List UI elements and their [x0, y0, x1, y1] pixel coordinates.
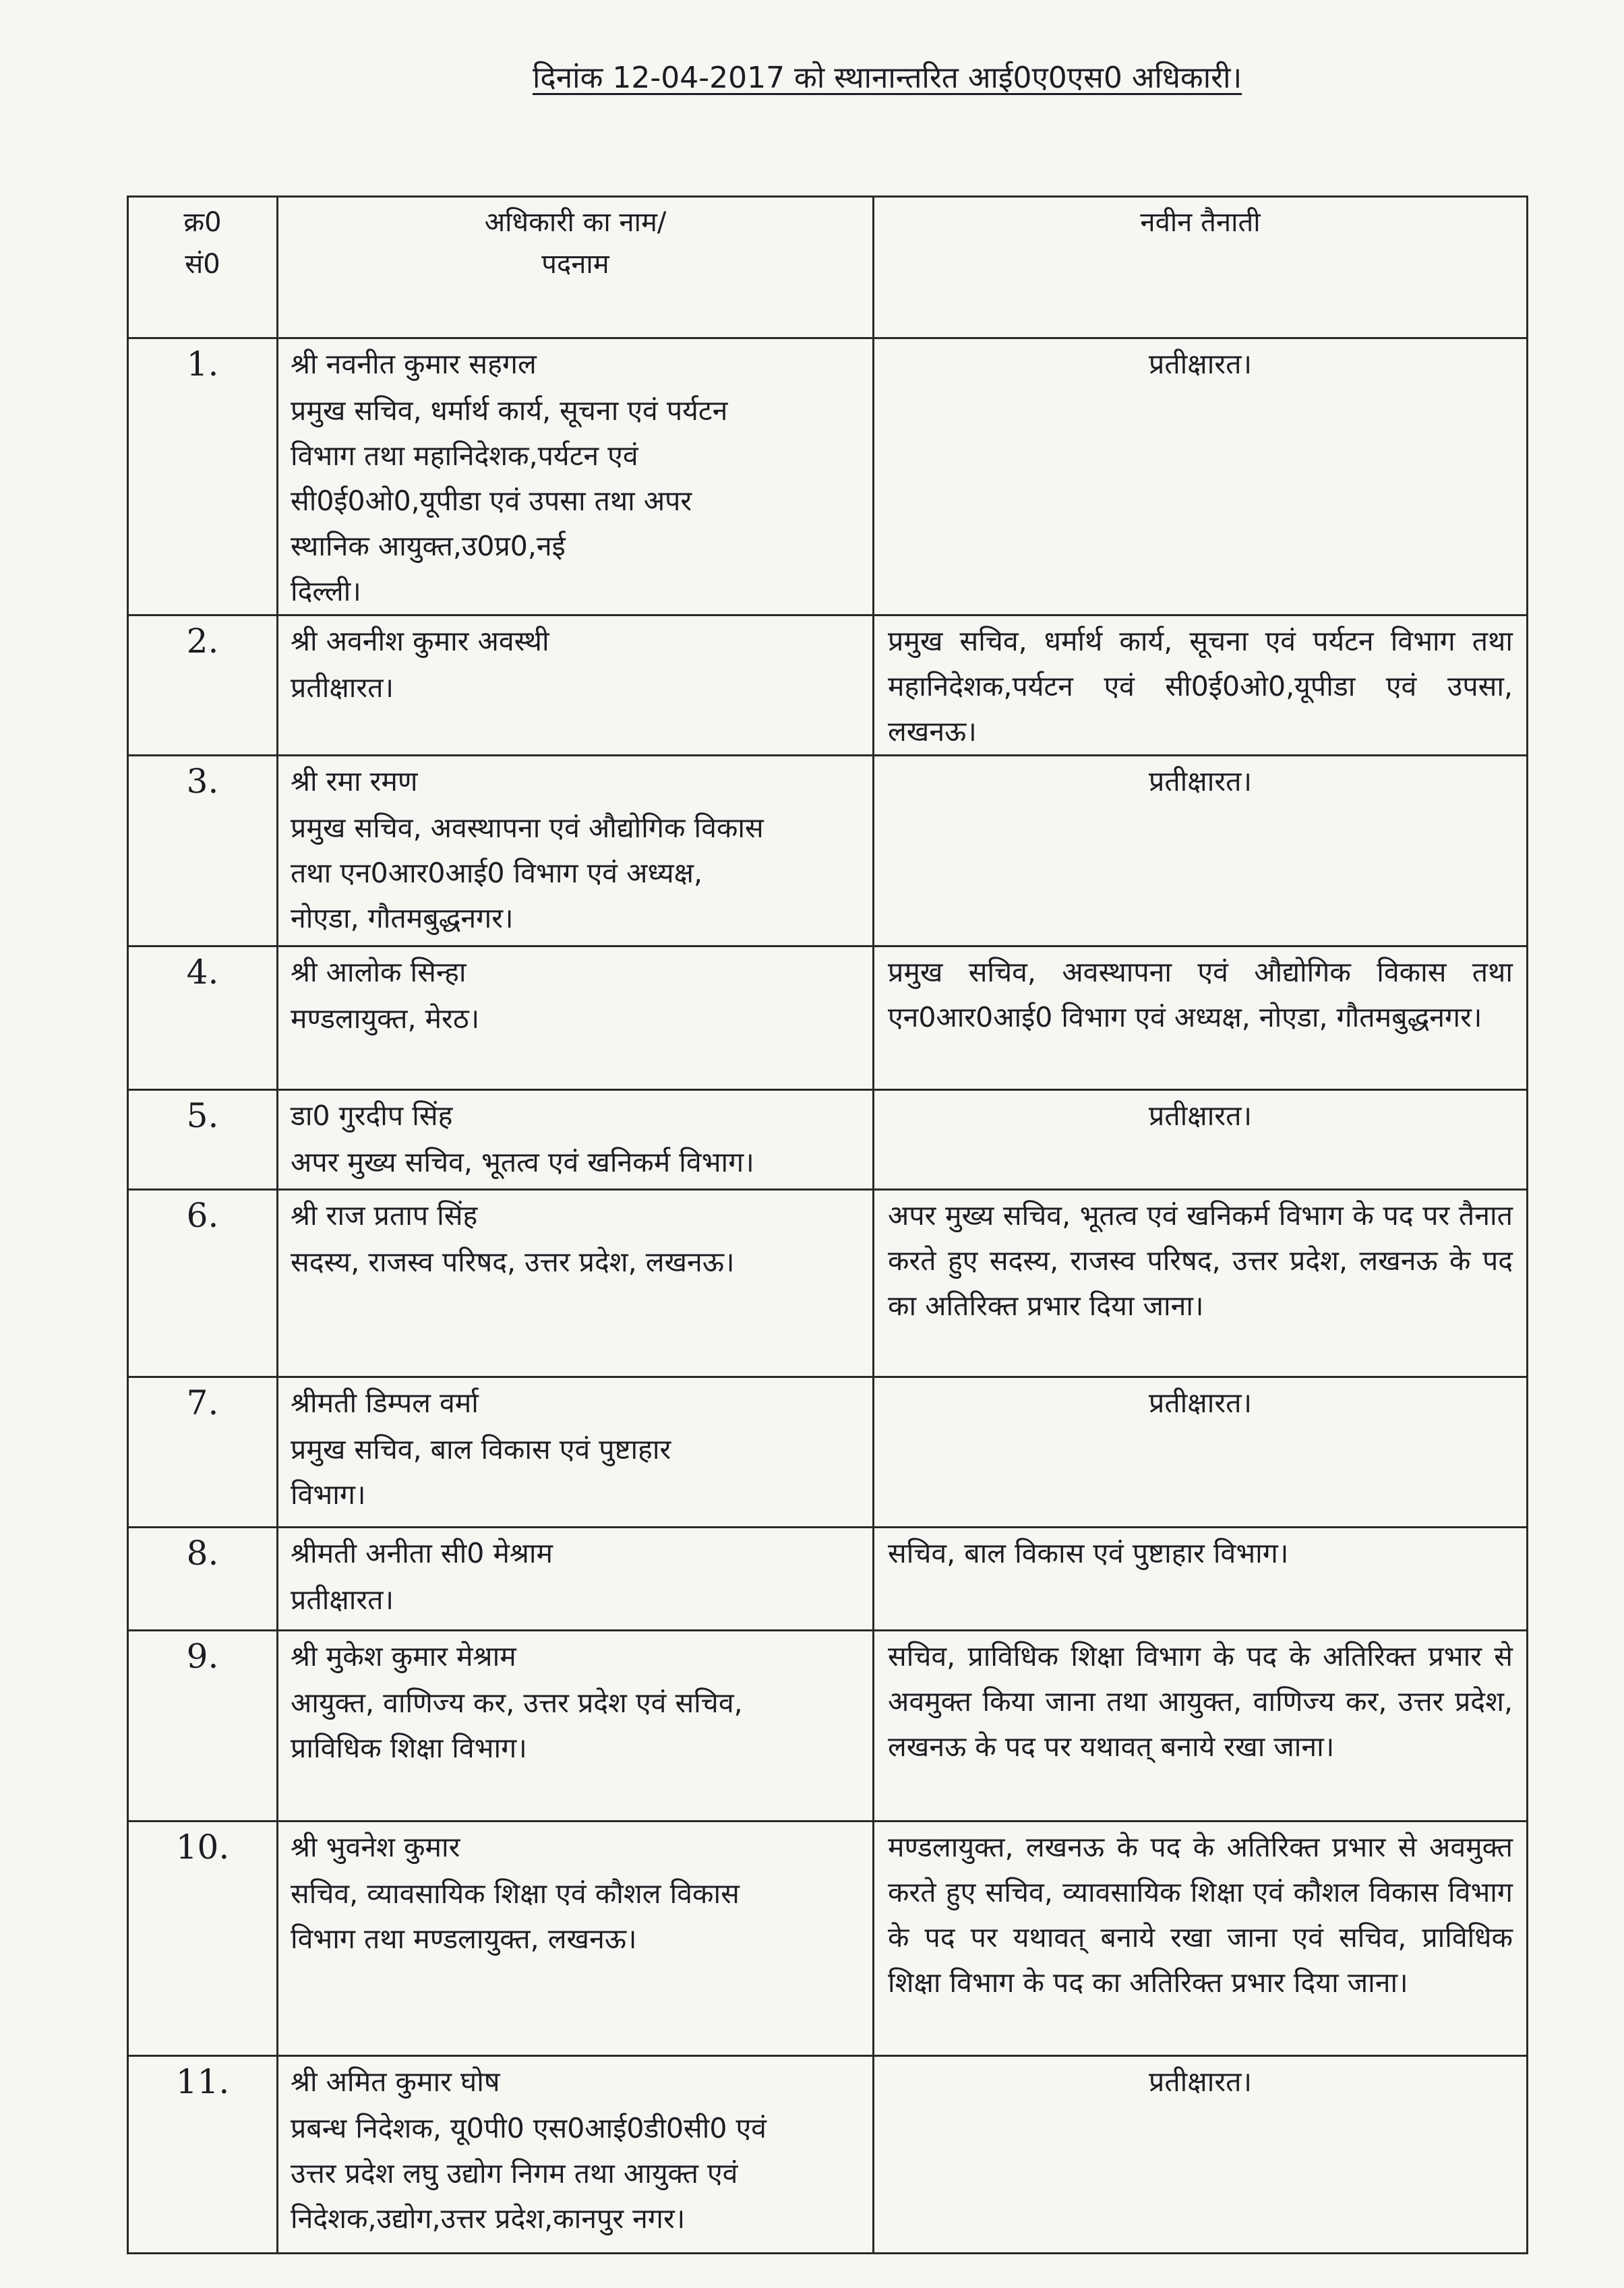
- serial-cell: 11.: [128, 2056, 278, 2254]
- officer-name: श्री नवनीत कुमार सहगल: [291, 348, 537, 380]
- transfer-table: [127, 195, 1528, 2254]
- serial-cell: 7.: [128, 1377, 278, 1528]
- officer-cell: [278, 756, 874, 946]
- header-name-line2: पदनाम: [541, 249, 609, 280]
- officer-cell: [278, 1377, 874, 1528]
- officer-name: श्री आलोक सिन्हा: [291, 956, 467, 988]
- officer-designation: सचिव, व्यावसायिक शिक्षा एवं कौशल विकास विभाग तथा मण्डलायुक्त, लखनऊ।: [291, 1877, 740, 1955]
- officer-designation: मण्डलायुक्त, मेरठ।: [291, 1002, 480, 1035]
- officer-cell: [278, 1090, 874, 1190]
- new-posting-cell: प्रमुख सचिव, अवस्थापना एवं औद्योगिक विकास तथा एन0आर0आई0 विभाग एवं अध्यक्ष, नोएडा, गौतमबुद्धनगर।: [874, 946, 1528, 1090]
- header-serial-line2: सं0: [185, 249, 220, 280]
- officer-cell: [278, 1822, 874, 2056]
- serial-cell: 5.: [128, 1090, 278, 1190]
- officer-cell: [278, 1631, 874, 1822]
- officer-cell: [278, 338, 874, 615]
- new-posting-cell: प्रतीक्षारत।: [874, 1377, 1528, 1528]
- officer-designation: प्रमुख सचिव, धर्मार्थ कार्य, सूचना एवं पर्यटन विभाग तथा महानिदेशक,पर्यटन एवं सी0ई0ओ0,यूपीडा एवं उपसा तथा अपर स्थानिक आयुक्त,उ0प्र0,नई दिल्ली।: [291, 394, 728, 607]
- new-posting-cell: प्रतीक्षारत।: [874, 338, 1528, 615]
- officer-name: श्री मुकेश कुमार मेश्राम: [291, 1640, 516, 1673]
- officer-cell: [278, 946, 874, 1090]
- table-row: [128, 1631, 1528, 1822]
- table-row: [128, 338, 1528, 615]
- new-posting-cell: प्रतीक्षारत।: [874, 1090, 1528, 1190]
- officer-designation: आयुक्त, वाणिज्य कर, उत्तर प्रदेश एवं सचिव, प्राविधिक शिक्षा विभाग।: [291, 1687, 743, 1764]
- officer-designation: प्रमुख सचिव, अवस्थापना एवं औद्योगिक विकास तथा एन0आर0आई0 विभाग एवं अध्यक्ष, नोएडा, गौतमबुद्धनगर।: [291, 812, 764, 934]
- new-posting-cell: मण्डलायुक्त, लखनऊ के पद के अतिरिक्त प्रभार से अवमुक्त करते हुए सचिव, व्यावसायिक शिक्षा एवं कौशल विकास विभाग के पद पर यथावत् बनाये रखा जाना एवं सचिव, प्राविधिक शिक्षा विभाग के पद का अतिरिक्त प्रभार दिया जाना।: [874, 1822, 1528, 2056]
- officer-name: श्री रमा रमण: [291, 765, 418, 797]
- new-posting-cell: प्रतीक्षारत।: [874, 756, 1528, 946]
- officer-designation: प्रबन्ध निदेशक, यू0पी0 एस0आई0डी0सी0 एवं उत्तर प्रदेश लघु उद्योग निगम तथा आयुक्त एवं निदेशक,उद्योग,उत्तर प्रदेश,कानपुर नगर।: [291, 2112, 766, 2235]
- new-posting-cell: सचिव, बाल विकास एवं पुष्टाहार विभाग।: [874, 1528, 1528, 1631]
- officer-designation: प्रमुख सचिव, बाल विकास एवं पुष्टाहार विभाग।: [291, 1433, 671, 1511]
- header-row: [128, 197, 1528, 338]
- new-posting-cell: सचिव, प्राविधिक शिक्षा विभाग के पद के अतिरिक्त प्रभार से अवमुक्त किया जाना तथा आयुक्त, वाणिज्य कर, उत्तर प्रदेश, लखनऊ के पद पर यथावत् बनाये रखा जाना।: [874, 1631, 1528, 1822]
- header-name: [278, 197, 874, 338]
- table-row: [128, 615, 1528, 756]
- table-row: [128, 756, 1528, 946]
- serial-cell: 6.: [128, 1190, 278, 1377]
- table-row: [128, 1190, 1528, 1377]
- serial-cell: 2.: [128, 615, 278, 756]
- new-posting-cell: प्रतीक्षारत।: [874, 2056, 1528, 2254]
- officer-name: श्रीमती अनीता सी0 मेश्राम: [291, 1537, 553, 1569]
- header-serial-line1: क्र0: [183, 207, 222, 238]
- officer-designation: प्रतीक्षारत।: [291, 1584, 394, 1616]
- officer-designation: प्रतीक्षारत।: [291, 671, 394, 704]
- officer-name: डा0 गुरदीप सिंह: [291, 1100, 453, 1132]
- header-posting-label: नवीन तैनाती: [1140, 207, 1261, 238]
- officer-designation: अपर मुख्य सचिव, भूतत्व एवं खनिकर्म विभाग।: [291, 1146, 754, 1178]
- officer-name: श्री अमित कुमार घोष: [291, 2066, 500, 2098]
- table-row: [128, 1377, 1528, 1528]
- officer-cell: [278, 1528, 874, 1631]
- officer-name: श्री राज प्रताप सिंह: [291, 1199, 478, 1232]
- officer-cell: [278, 1190, 874, 1377]
- officer-cell: [278, 615, 874, 756]
- serial-cell: 4.: [128, 946, 278, 1090]
- table-row: [128, 1528, 1528, 1631]
- new-posting-cell: अपर मुख्य सचिव, भूतत्व एवं खनिकर्म विभाग के पद पर तैनात करते हुए सदस्य, राजस्व परिषद, उत्तर प्रदेश, लखनऊ के पद का अतिरिक्त प्रभार दिया जाना।: [874, 1190, 1528, 1377]
- document-title: दिनांक 12-04-2017 को स्थानान्तरित आई0ए0एस0 अधिकारी।: [533, 61, 1242, 95]
- officer-name: श्री भुवनेश कुमार: [291, 1831, 460, 1863]
- officer-name: श्री अवनीश कुमार अवस्थी: [291, 625, 549, 657]
- header-name-line1: अधिकारी का नाम/: [484, 207, 667, 238]
- header-posting: [874, 197, 1528, 338]
- new-posting-cell: प्रमुख सचिव, धर्मार्थ कार्य, सूचना एवं पर्यटन विभाग तथा महानिदेशक,पर्यटन एवं सी0ई0ओ0,यूपीडा एवं उपसा, लखनऊ।: [874, 615, 1528, 756]
- serial-cell: 1.: [128, 338, 278, 615]
- table-row: [128, 1090, 1528, 1190]
- header-serial: [128, 197, 278, 338]
- serial-cell: 10.: [128, 1822, 278, 2056]
- table-row: [128, 1822, 1528, 2056]
- serial-cell: 8.: [128, 1528, 278, 1631]
- table-row: [128, 2056, 1528, 2254]
- officer-cell: [278, 2056, 874, 2254]
- table-row: [128, 946, 1528, 1090]
- officer-designation: सदस्य, राजस्व परिषद, उत्तर प्रदेश, लखनऊ।: [291, 1246, 735, 1278]
- serial-cell: 9.: [128, 1631, 278, 1822]
- serial-cell: 3.: [128, 756, 278, 946]
- officer-name: श्रीमती डिम्पल वर्मा: [291, 1387, 479, 1419]
